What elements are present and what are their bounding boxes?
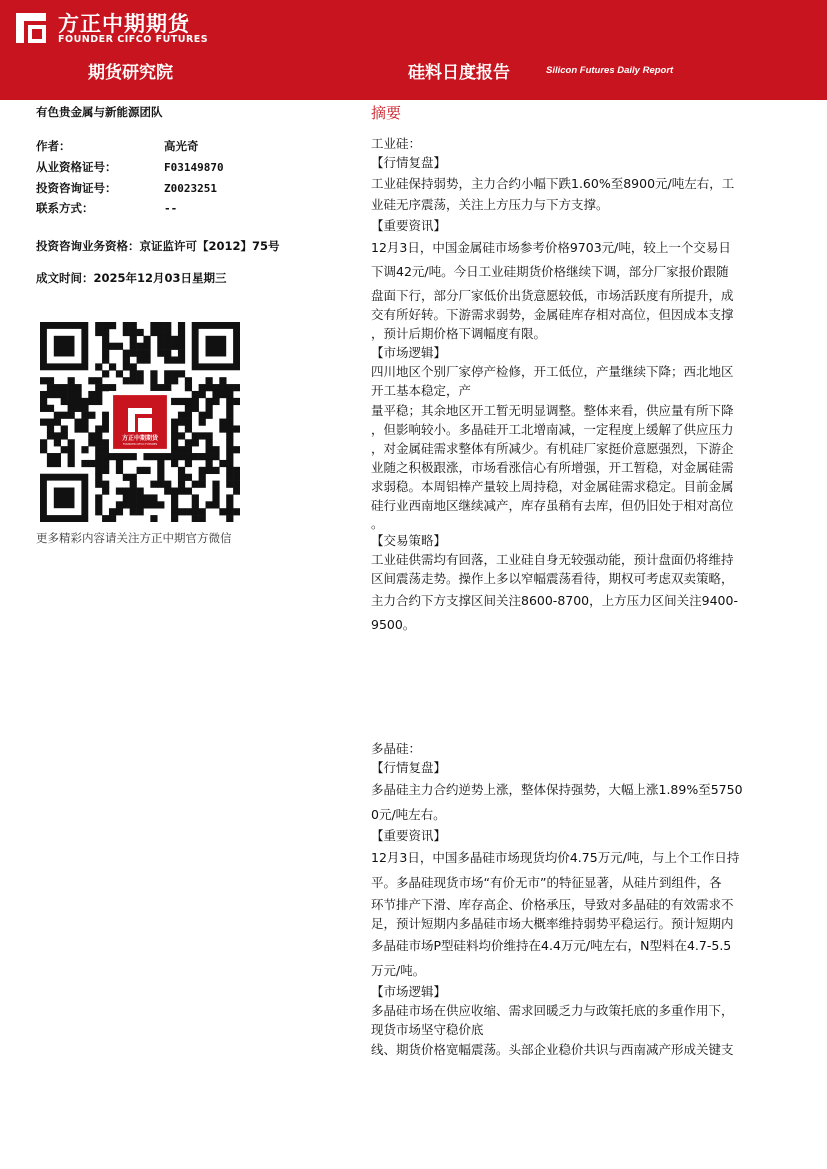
summary-line: 【交易策略】 [371,533,447,548]
summary-line: 下调42元/吨。今日工业硅期货价格继续下调，部分厂家报价跟随 [371,264,729,279]
summary-line: 。 [371,516,384,531]
summary-line: 多晶硅主力合约逆势上涨，整体保持强势，大幅上涨1.89%至5750 [371,782,743,797]
qr-center-logo-english: FOUNDER CIFCO FUTURES [122,443,158,446]
consult-cert-row [36,180,217,196]
summary-line: 万元/吨。 [371,963,426,978]
summary-line: ，预计后期价格下调幅度有限。 [371,326,547,341]
institute-name: 期货研究院 [88,63,173,83]
summary-line: 【重要资讯】 [371,218,447,233]
report-english-title: Silicon Futures Daily Report [546,65,674,76]
meta-key: 作者： [36,139,71,153]
qr-center-logo-text: 方正中期期货 [121,435,159,442]
summary-line: 足，预计短期内多晶硅市场大概率维持弱势平稳运行。预计短期内 [371,916,734,931]
summary-line: 9500。 [371,617,416,632]
header-banner [0,0,827,100]
summary-line: 12月3日，中国金属硅市场参考价格9703元/吨，较上一个交易日 [371,240,731,255]
meta-value: -- [164,202,178,215]
summary-line: 12月3日，中国多晶硅市场现货均价4.75万元/吨，与上个工作日持 [371,850,740,865]
summary-line: ，但影响较小。多晶硅开工北增南减，一定程度上缓解了供应压力 [371,422,734,437]
summary-line: 环节排产下滑、库存高企、价格承压，导致对多晶硅的有效需求不 [371,897,734,912]
meta-key: 联系方式： [36,201,94,215]
meta-value: Z0023251 [164,182,217,195]
qr-caption: 更多精彩内容请关注方正中期官方微信 [36,531,232,545]
summary-line: 量平稳；其余地区开工暂无明显调整。整体来看，供应量有所下降 [371,403,734,418]
summary-line: 【市场逻辑】 [371,984,447,999]
summary-line: 交有所好转。下游需求弱势，金属硅库存相对高位，但因成本支撑 [371,307,734,322]
summary-line: 开工基本稳定，产 [371,383,472,398]
summary-line: 【市场逻辑】 [371,345,447,360]
meta-value: 高光奇 [164,139,199,153]
summary-line: 多晶硅市场在供应收缩、需求回暖乏力与政策托底的多重作用下， [371,1003,734,1018]
summary-line: 硅行业西南地区继续减产，库存虽稍有去库，但仍旧处于相对高位 [371,498,734,513]
summary-line: 业随之积极跟涨，市场看涨信心有所增强，开工暂稳，对金属硅需 [371,460,734,475]
summary-title: 摘要 [371,104,402,122]
summary-line: 平。多晶硅现货市场“有价无市”的特征显著，从硅片到组件，各 [371,875,722,890]
summary-line: 业硅无序震荡，关注上方压力与下方支撑。 [371,197,609,212]
author-row [36,138,199,154]
summary-line: 0元/吨左右。 [371,807,446,822]
meta-value: F03149870 [164,161,224,174]
meta-key: 投资咨询证号： [36,181,117,195]
summary-line: 盘面下行，部分厂家低价出货意愿较低，市场活跃度有所提升，成 [371,288,734,303]
summary-line: 【重要资讯】 [371,828,447,843]
summary-line: 区间震荡走势。操作上多以窄幅震荡看待，期权可考虑双卖策略， [371,571,734,586]
report-title: 硅料日度报告 [408,63,510,83]
summary-line: ，对金属硅需求整体有所减少。有机硅厂家挺价意愿强烈，下游企 [371,441,734,456]
logo-chinese-name: 方正中期期货 [58,12,190,36]
summary-line: 线、期货价格宽幅震荡。头部企业稳价共识与西南减产形成关键支 [371,1042,734,1057]
summary-line: 【行情复盘】 [371,760,447,775]
summary-line: 多晶硅： [371,741,422,756]
contact-row [36,200,177,216]
summary-line: 工业硅供需均有回落，工业硅自身无较强动能，预计盘面仍将维持 [371,552,734,567]
logo-english-name: FOUNDER CIFCO FUTURES [58,34,209,45]
license-line: 投资咨询业务资格：京证监许可【2012】75号 [36,239,280,253]
summary-line: 多晶硅市场P型硅料均价维持在4.4万元/吨左右，N型料在4.7-5.5 [371,938,732,953]
team-name: 有色贵金属与新能源团队 [36,105,163,119]
summary-line: 四川地区个别厂家停产检修，开工低位，产量继续下降；西北地区 [371,364,734,379]
summary-line: 求弱稳。本周铝棒产量较上周持稳，对金属硅需求稳定。目前金属 [371,479,734,494]
summary-line: 工业硅： [371,136,422,151]
summary-line: 主力合约下方支撑区间关注8600-8700，上方压力区间关注9400- [371,593,738,608]
date-line: 成文时间：2025年12月03日星期三 [36,271,227,285]
summary-line: 【行情复盘】 [371,155,447,170]
summary-line: 工业硅保持弱势，主力合约小幅下跌1.60%至8900元/吨左右，工 [371,176,735,191]
summary-line: 现货市场坚守稳价底 [371,1022,484,1037]
founder-logo-icon [12,9,50,47]
meta-key: 从业资格证号： [36,160,117,174]
wechat-qr-code[interactable] [40,322,240,522]
qualification-row [36,159,224,175]
